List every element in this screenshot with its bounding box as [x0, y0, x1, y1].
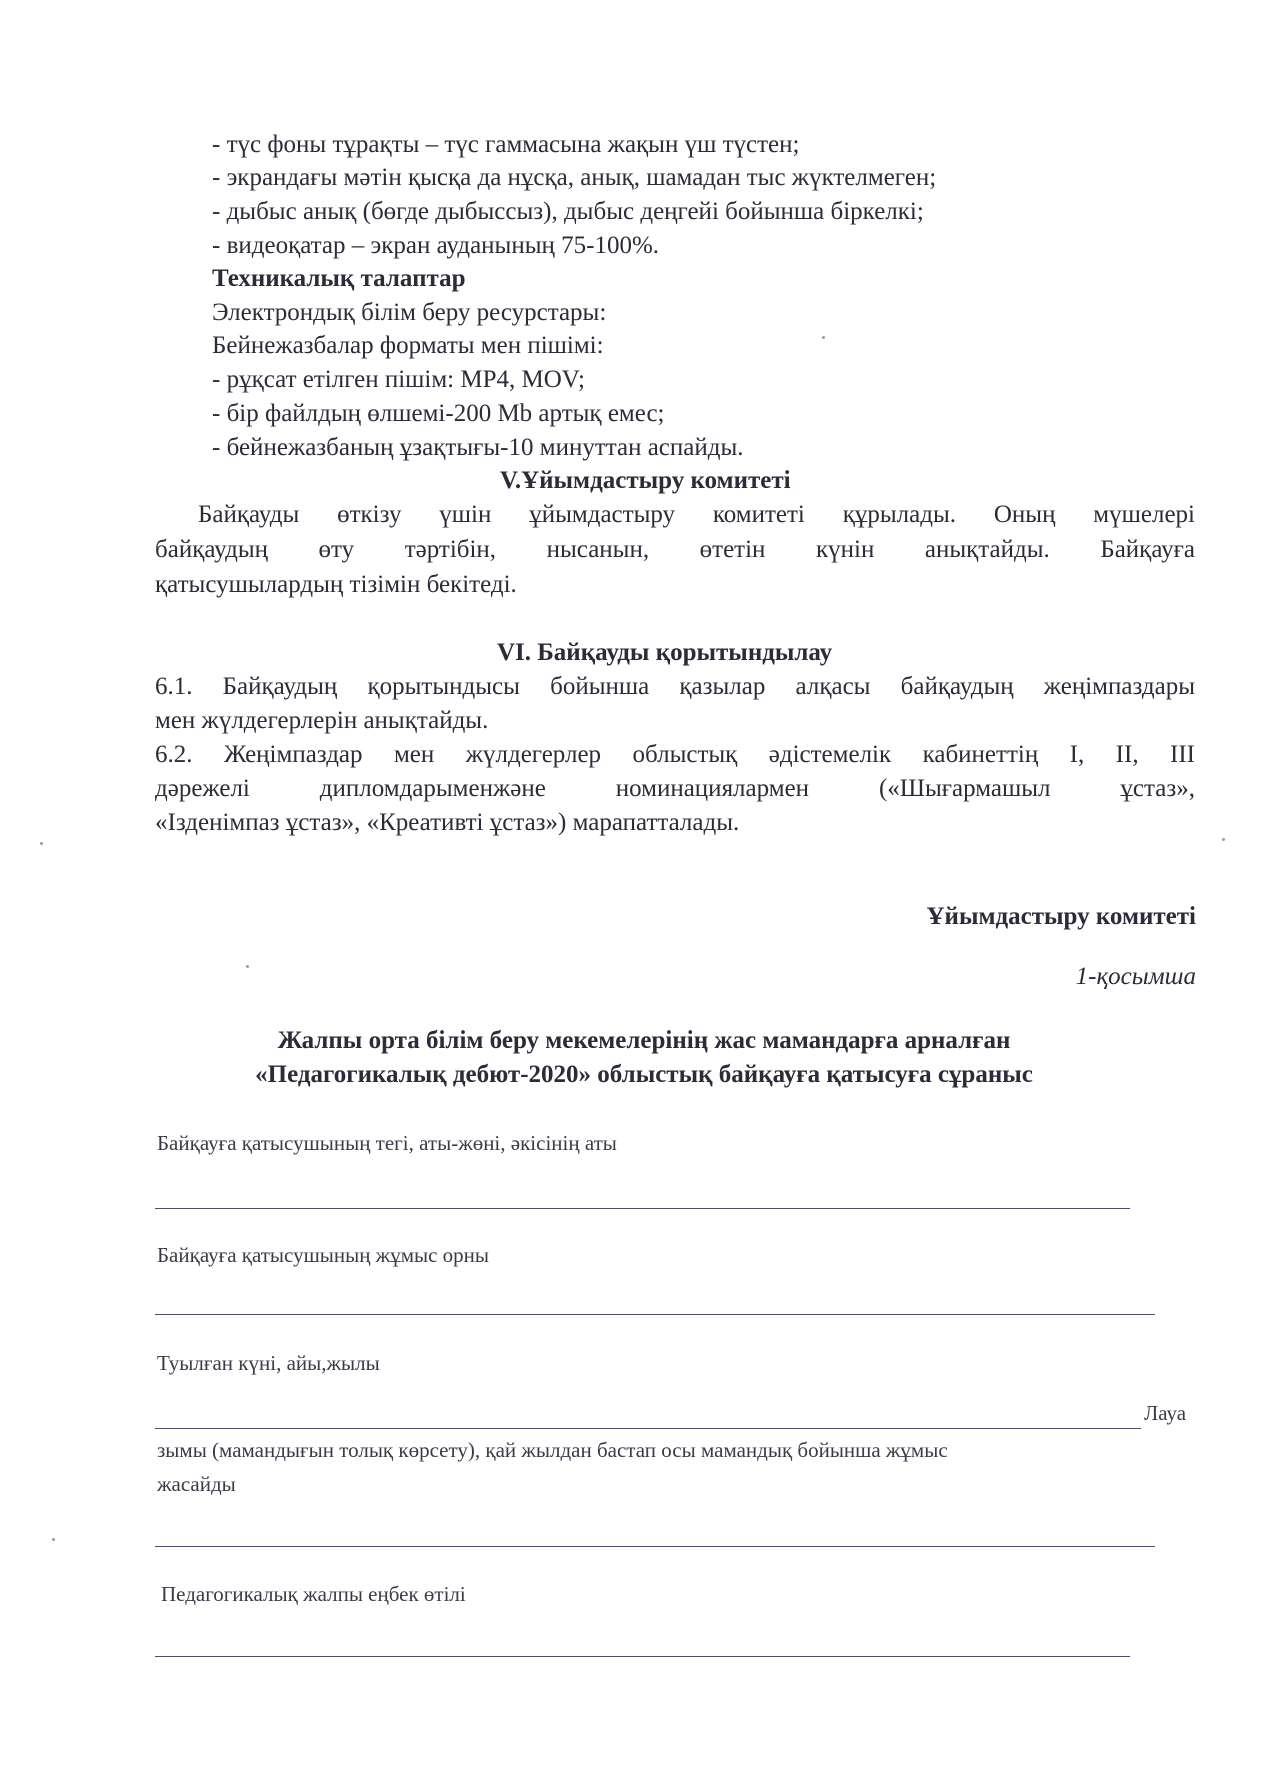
- technical-line: Электрондық білім беру ресурстары:: [212, 299, 607, 326]
- form-title-line2: «Педагогикалық дебют-2020» облыстық байқауға қатысуға сұраныс: [255, 1061, 1033, 1088]
- paragraph-line: дәрежелі дипломдарыменжәне номинациялармен («Шығармашыл ұстаз»,: [155, 775, 1195, 802]
- paragraph-line: 6.2. Жеңімпаздар мен жүлдегерлер облыстық әдістемелік кабинеттің I, II, III: [155, 741, 1195, 768]
- paragraph-line: байқаудың өту тәртібін, нысанын, өтетін күнін анықтайды. Байқауға: [155, 536, 1195, 563]
- field-label-position-start: Лауа: [1144, 1401, 1187, 1425]
- field-line-workplace[interactable]: [155, 1314, 1155, 1315]
- scan-speck: [40, 842, 43, 845]
- signature-committee: Ұйымдастыру комитеті: [926, 903, 1196, 930]
- paragraph-line: мен жүлдегерлерін анықтайды.: [155, 707, 489, 734]
- section-heading: V.Ұйымдастыру комитеті: [500, 467, 791, 494]
- scan-speck: [1222, 838, 1225, 841]
- field-line-birthdate[interactable]: [155, 1428, 1141, 1429]
- paragraph-line: Байқауды өткізу үшін ұйымдастыру комитеті құрылады. Оның мүшелері: [198, 501, 1195, 528]
- section-heading: VI. Байқауды қорытындылау: [497, 639, 833, 666]
- technical-heading: Техникалық талаптар: [212, 265, 466, 292]
- technical-line: - бейнежазбаның ұзақтығы-10 минуттан аспайды.: [212, 434, 744, 461]
- technical-line: - бір файлдың өлшемі-200 Мb артық емес;: [212, 400, 665, 427]
- list-item: - экрандағы мәтін қысқа да нұсқа, анық, шамадан тыс жүктелмеген;: [212, 164, 937, 191]
- form-title-line1: Жалпы орта білім беру мекемелерінің жас мамандарға арналған: [277, 1027, 1011, 1054]
- paragraph-line: қатысушылардың тізімін бекітеді.: [155, 571, 517, 598]
- field-label-name: Байқауға қатысушының тегі, аты-жөні, әкісінің аты: [157, 1131, 617, 1155]
- field-line-position[interactable]: [155, 1546, 1155, 1547]
- technical-line: Бейнежазбалар форматы мен пішімі:: [212, 332, 604, 359]
- scan-speck: [246, 965, 249, 968]
- field-label-position-end: жасайды: [157, 1472, 236, 1496]
- scan-speck: [822, 336, 825, 339]
- field-label-position: зымы (мамандығын толық көрсету), қай жылдан бастап осы мамандық бойынша жұмыс: [157, 1438, 948, 1462]
- paragraph-line: «Ізденімпаз ұстаз», «Креативті ұстаз») марапатталады.: [155, 809, 740, 836]
- list-item: - түс фоны тұрақты – түс гаммасына жақын үш түстен;: [212, 131, 800, 158]
- field-line-name[interactable]: [155, 1208, 1130, 1209]
- scan-speck: [52, 1538, 55, 1541]
- field-label-experience: Педагогикалық жалпы еңбек өтілі: [161, 1582, 466, 1606]
- appendix-label: 1-қосымша: [1075, 963, 1196, 990]
- field-label-birthdate: Туылған күні, айы,жылы: [157, 1351, 380, 1375]
- field-line-experience[interactable]: [155, 1656, 1130, 1657]
- technical-line: - рұқсат етілген пішім: MP4, MOV;: [212, 366, 585, 393]
- list-item: - видеоқатар – экран ауданының 75-100%.: [212, 232, 660, 259]
- paragraph-line: 6.1. Байқаудың қорытындысы бойынша қазылар алқасы байқаудың жеңімпаздары: [155, 673, 1195, 700]
- list-item: - дыбыс анық (бөгде дыбыссыз), дыбыс деңгейі бойынша біркелкі;: [212, 198, 924, 225]
- field-label-workplace: Байқауға қатысушының жұмыс орны: [157, 1243, 490, 1267]
